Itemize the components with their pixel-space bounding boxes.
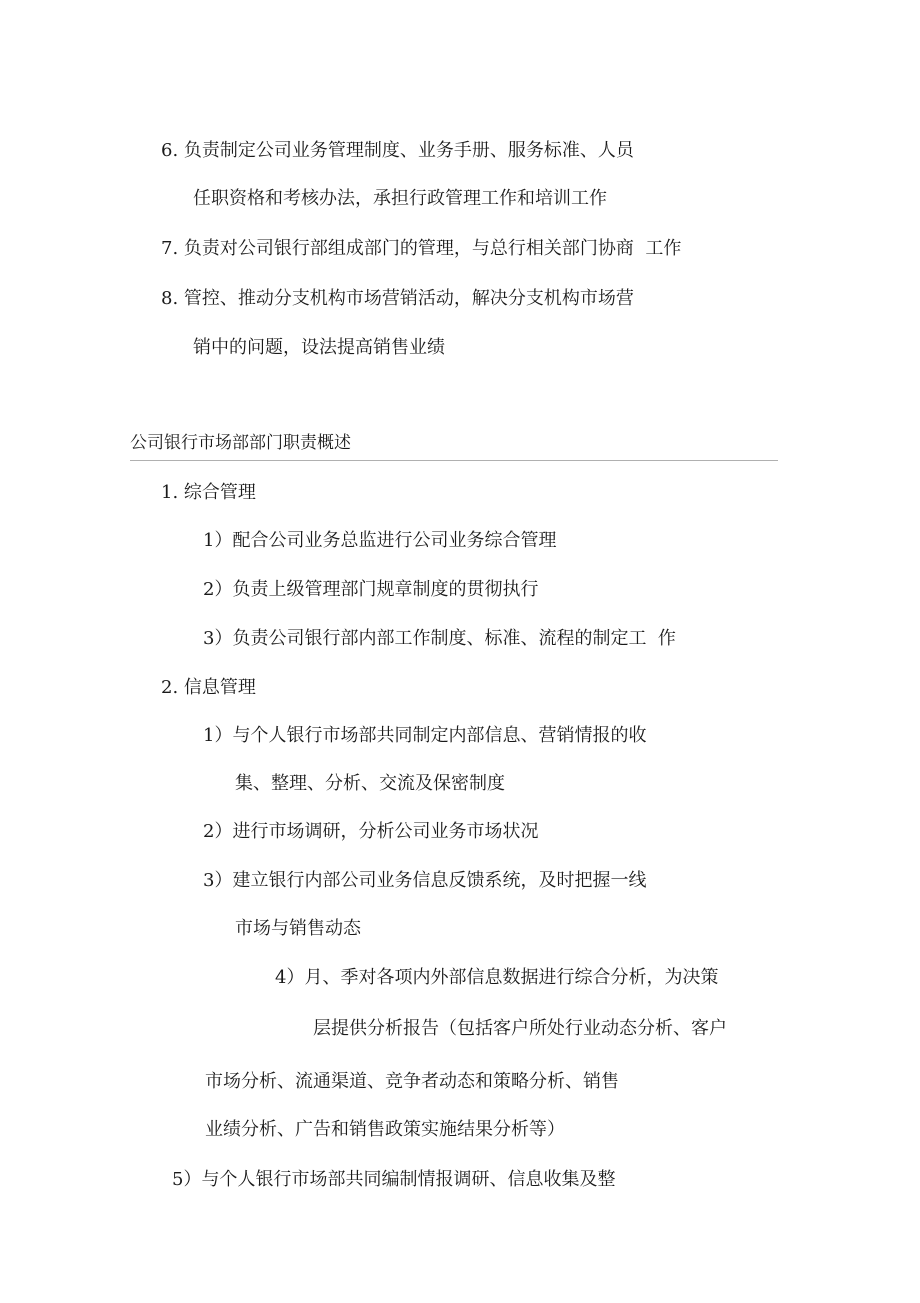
sub-item-2-4-continued-3: 业绩分析、广告和销售政策实施结果分析等） (205, 1119, 565, 1140)
sub-item-1-2: 2）负责上级管理部门规章制度的贯彻执行 (203, 579, 539, 600)
sub-item-1-1: 1）配合公司业务总监进行公司业务综合管理 (203, 530, 557, 551)
heading-divider (130, 460, 778, 461)
sub-item-2-4: 4）月、季对各项内外部信息数据进行综合分析，为决策 (275, 967, 719, 988)
list-item-7: 7. 负责对公司银行部组成部门的管理，与总行相关部门协商 工作 (161, 238, 682, 259)
sub-item-2-1: 1）与个人银行市场部共同制定内部信息、营销情报的收 (203, 725, 647, 746)
list-item-8-continued: 销中的问题，设法提高销售业绩 (193, 337, 445, 358)
category-information-management: 2. 信息管理 (161, 677, 256, 698)
list-item-6: 6. 负责制定公司业务管理制度、业务手册、服务标准、人员 (161, 140, 634, 161)
sub-item-2-3-continued: 市场与销售动态 (235, 918, 361, 939)
sub-item-2-2: 2）进行市场调研，分析公司业务市场状况 (203, 821, 539, 842)
sub-item-2-1-continued: 集、整理、分析、交流及保密制度 (235, 773, 505, 794)
sub-item-2-5: 5）与个人银行市场部共同编制情报调研、信息收集及整 (172, 1169, 616, 1190)
sub-item-1-3: 3）负责公司银行部内部工作制度、标准、流程的制定工 作 (203, 628, 676, 649)
sub-item-2-4-continued-2: 市场分析、流通渠道、竞争者动态和策略分析、销售 (205, 1071, 619, 1092)
section-heading: 公司银行市场部部门职责概述 (130, 433, 351, 453)
sub-item-2-4-continued-1: 层提供分析报告（包括客户所处行业动态分析、客户 (313, 1018, 727, 1039)
category-comprehensive-management: 1. 综合管理 (161, 482, 256, 503)
list-item-8: 8. 管控、推动分支机构市场营销活动，解决分支机构市场营 (161, 288, 634, 309)
list-item-6-continued: 任职资格和考核办法，承担行政管理工作和培训工作 (193, 188, 607, 209)
sub-item-2-3: 3）建立银行内部公司业务信息反馈系统，及时把握一线 (203, 870, 647, 891)
